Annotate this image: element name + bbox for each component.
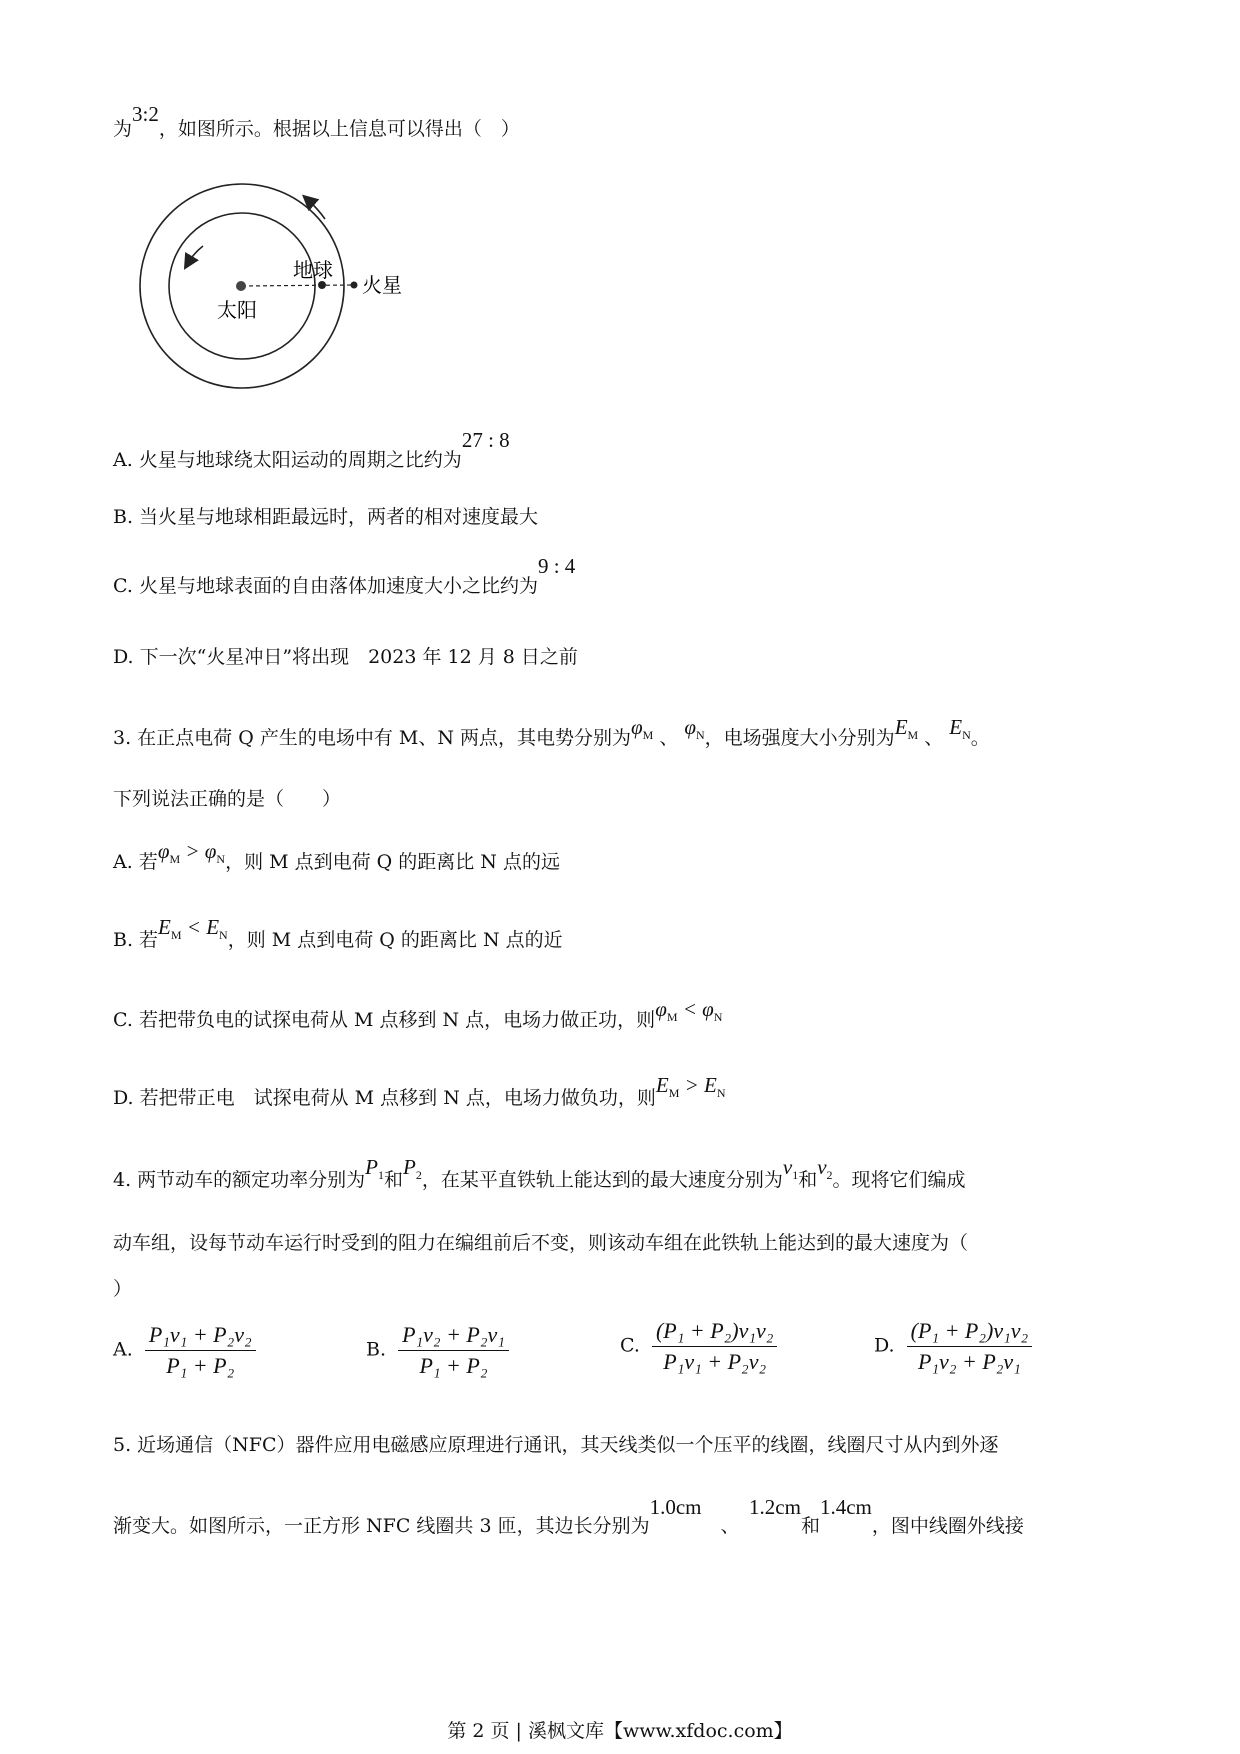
q4-option-c-label: C.	[620, 1334, 640, 1357]
phi-m-symbol: $\varphi_M$	[630, 715, 654, 742]
q4-option-a-fraction	[145, 1322, 256, 1379]
q4-option-b	[366, 1322, 509, 1379]
q3-stem-line2: 下列说法正确的是（ ）	[113, 788, 342, 810]
q4-stem-line3: ）	[113, 1278, 133, 1300]
q3-option-a	[113, 839, 560, 882]
q5-value-1: 1.0cm	[649, 1495, 702, 1519]
q3-option-b-prefix: B. 若	[113, 929, 159, 951]
q2-option-a-value: 27 : 8	[461, 428, 510, 452]
sun-dot	[236, 281, 246, 291]
sun-label: 太阳	[217, 298, 257, 322]
q5-line1: 5. 近场通信（NFC）器件应用电磁感应原理进行通讯，其天线类似一个压平的线圈，线圈尺寸从内到外逐	[113, 1434, 999, 1456]
q4-option-a-den: P₁ + P₂	[166, 1353, 235, 1378]
q4-stem-d: 和	[798, 1169, 818, 1191]
earth-direction-arrow	[188, 246, 203, 263]
q4-option-c-den: P₁v₁ + P₂v₂	[663, 1349, 767, 1374]
q4-option-b-num: P₁v₂ + P₂v₁	[398, 1322, 509, 1351]
q4-option-b-label: B.	[366, 1338, 387, 1361]
q3-stem-prefix: 3. 在正点电荷 Q 产生的电场中有 M、N 两点，其电势分别为	[113, 727, 631, 749]
q2-option-c-text: C. 火星与地球表面的自由落体加速度大小之比约为	[113, 575, 538, 597]
q4-stem-b: 和	[384, 1169, 404, 1191]
q4-option-d-den: P₁v₂ + P₂v₁	[917, 1349, 1021, 1374]
q2-option-b: B. 当火星与地球相距最远时，两者的相对速度最大	[113, 506, 539, 528]
q5-sep-2: 和	[800, 1515, 820, 1537]
q3-option-c-text: C. 若把带负电的试探电荷从 M 点移到 N 点，电场力做正功，则	[113, 1009, 656, 1031]
q2-option-d: D. 下一次“火星冲日”将出现 2023 年 12 月 8 日之前	[113, 646, 578, 668]
q4-option-c-fraction	[652, 1318, 778, 1375]
q3-d-formula: $E_M > E_N$	[655, 1073, 726, 1100]
q4-option-b-fraction	[398, 1322, 509, 1379]
q5-line2	[113, 1495, 1024, 1539]
mars-label: 火星	[362, 273, 402, 297]
q4-stem-c: ，在某平直铁轨上能达到的最大速度分别为	[421, 1169, 783, 1191]
q4-option-a-num: P₁v₁ + P₂v₂	[145, 1322, 256, 1351]
q3-a-formula: $\varphi_M > \varphi_N$	[157, 839, 226, 866]
q4-option-d-num: (P₁ + P₂)v₁v₂	[907, 1318, 1033, 1347]
q4-option-a-label: A.	[113, 1338, 133, 1361]
q4-option-c-num: (P₁ + P₂)v₁v₂	[652, 1318, 778, 1347]
q4-stem-e: 。现将它们编成	[832, 1169, 966, 1191]
q5-sep-1: 、	[720, 1515, 731, 1537]
q4-stem-line2: 动车组，设每节动车运行时受到的阻力在编组前后不变，则该动车组在此铁轨上能达到的最大速度为（	[113, 1232, 969, 1254]
q4-stem-line1	[113, 1155, 966, 1200]
q3-option-b	[113, 915, 563, 960]
e-n-symbol: $E_N$	[949, 715, 971, 742]
q2-option-a-text: A. 火星与地球绕太阳运动的周期之比约为	[113, 449, 462, 471]
q3-option-d	[113, 1073, 726, 1118]
q3-c-formula: $\varphi_M < \varphi_N$	[655, 997, 723, 1024]
q3-stem-mid: ，电场强度大小分别为	[704, 727, 895, 749]
intro-line	[113, 102, 520, 142]
intro-prefix: 为	[113, 118, 133, 140]
mars-dot	[351, 282, 358, 289]
q3-option-a-suffix: ，则 M 点到电荷 Q 的距离比 N 点的远	[225, 851, 560, 873]
q4-option-d-label: D.	[874, 1334, 895, 1357]
q4-option-b-den: P₁ + P₂	[419, 1353, 488, 1378]
intro-suffix: ，如图所示。根据以上信息可以得出（ ）	[158, 118, 520, 140]
e-m-symbol: $E_M$	[894, 715, 919, 742]
q2-option-c-value: 9 : 4	[537, 554, 576, 578]
q3-b-formula: $E_M < E_N$	[158, 915, 228, 942]
q3-option-c	[113, 997, 723, 1040]
q5-value-3: 1.4cm	[819, 1495, 872, 1519]
q3-option-b-suffix: ，则 M 点到电荷 Q 的距离比 N 点的近	[227, 929, 563, 951]
q5-line2-a: 渐变大。如图所示，一正方形 NFC 线圈共 3 匝，其边长分别为	[113, 1515, 650, 1537]
q4-option-a	[113, 1322, 256, 1379]
q2-option-c	[113, 554, 576, 599]
q2-option-a	[113, 428, 510, 473]
phi-n-symbol: $\varphi_N$	[684, 715, 705, 742]
p1-symbol: $P_1$	[365, 1155, 384, 1182]
orbit-diagram	[125, 182, 425, 402]
page-footer: 第 2 页 | 溪枫文库【www.xfdoc.com】	[447, 1720, 793, 1742]
q4-option-d-fraction	[907, 1318, 1033, 1375]
p2-symbol: $P_2$	[403, 1155, 422, 1182]
v1-symbol: $v_1$	[782, 1155, 799, 1182]
earth-label: 地球	[293, 258, 333, 282]
q3-stem-end: 。	[970, 727, 990, 749]
q4-option-c	[620, 1318, 777, 1375]
q4-option-d	[874, 1318, 1032, 1375]
ratio-value: 3:2	[132, 102, 159, 126]
q3-option-a-prefix: A. 若	[113, 851, 158, 873]
q5-line2-b: ，图中线圈外线接	[871, 1515, 1024, 1537]
v2-symbol: $v_2$	[817, 1155, 833, 1182]
q5-value-2: 1.2cm	[749, 1495, 801, 1519]
earth-dot	[318, 281, 326, 289]
q4-stem-a: 4. 两节动车的额定功率分别为	[113, 1169, 366, 1191]
alignment-line	[242, 285, 353, 286]
q3-stem: 3. 在正点电荷 Q 产生的电场中有 M、N 两点，其电势分别为$\varphi_M$ 、 $\varphi_N$，电场强度大小分别为$E_M$ 、 $E_N$。	[113, 715, 990, 749]
q3-option-d-text: D. 若把带正电 试探电荷从 M 点移到 N 点，电场力做负功，则	[113, 1087, 656, 1109]
